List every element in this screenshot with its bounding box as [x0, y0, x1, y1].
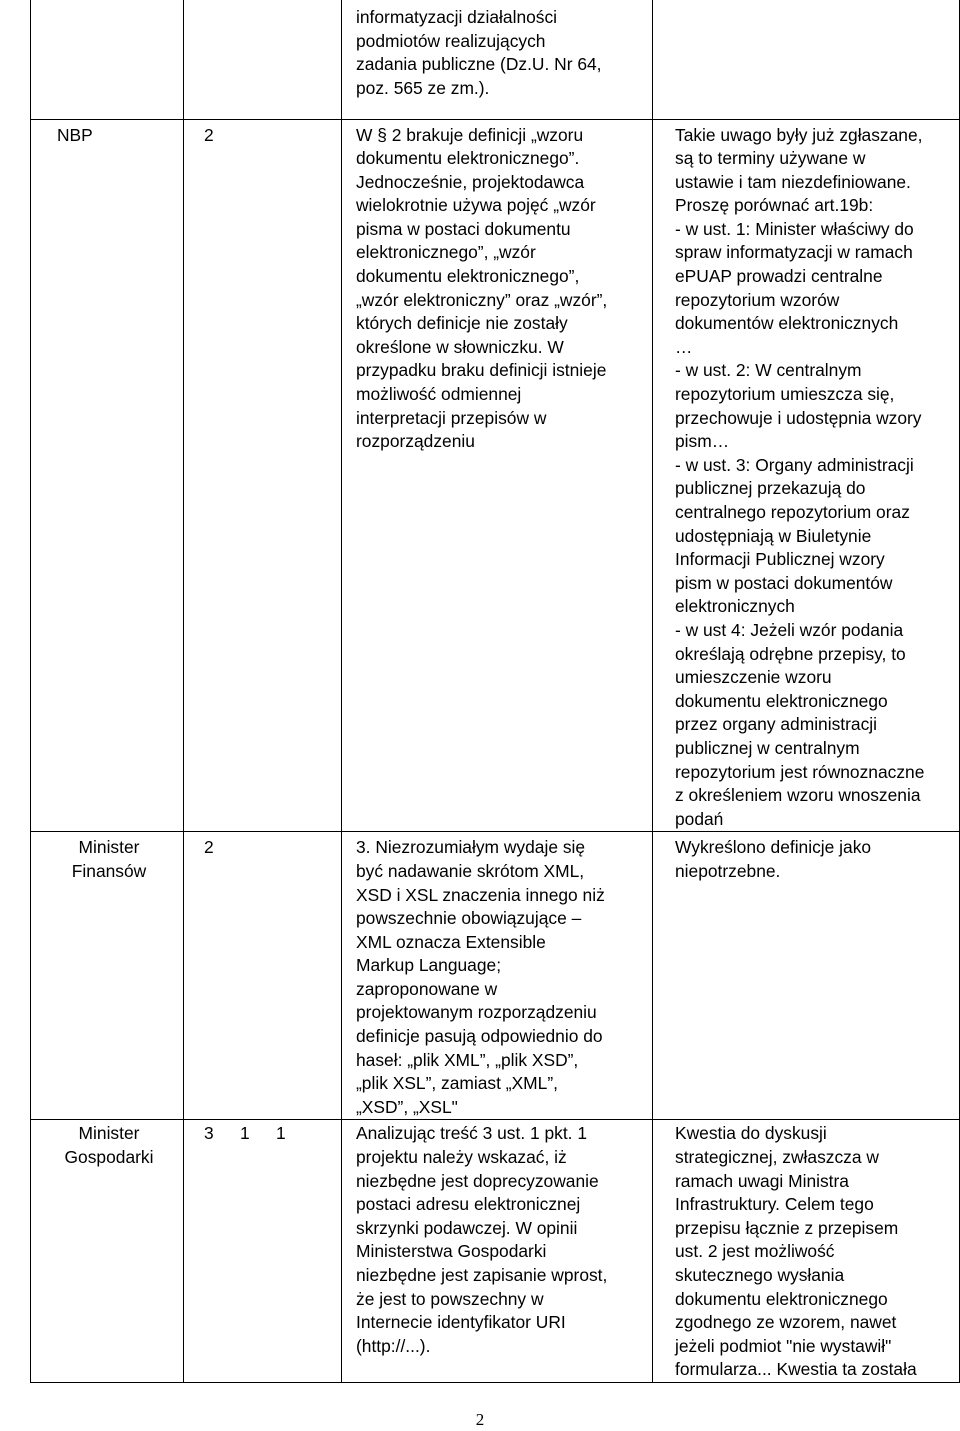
response-cell [653, 119, 960, 832]
comment-cell [342, 119, 653, 832]
number-cell [184, 832, 342, 1120]
paragraph-number: 2 [204, 124, 214, 145]
organization-cell [31, 119, 184, 832]
response-text: Takie uwago były już zgłaszane, są to terminy używane w ustawie i tam niezdefiniowane. Proszę porównać art.19b: - w ust. 1: Minister właściwy do spraw informatyzacji w ramach ePUAP prowadzi centralne repozytorium wzorów dokumentów elektronicznych … - w ust. 2: W centralnym repozytorium umieszcza się, przechowuje i udostępnia wzory pism… - w ust. 3: Organy administracji publicznej przekazują do centralnego repozytorium oraz udostępniają w Biuletynie Informacji Publicznej wzory pism w postaci dokumentów elektronicznych - w ust 4: Jeżeli wzór podania określają odrębne przepisy, to umieszczenie wzoru dokumentu elektronicznego przez organy administracji publicznej w centralnym repozytorium jest równoznaczne z określeniem wzoru wnoszenia podań [675, 124, 925, 829]
table-row [31, 119, 960, 832]
response-cell [653, 0, 960, 119]
response-text: Kwestia do dyskusji strategicznej, zwłaszcza w ramach uwagi Ministra Infrastruktury. Celem tego przepisu łącznie z przepisem ust. 2 jest możliwość skutecznego wysłania dokumentu elektronicznego zgodnego ze wzorem, nawet jeżeli podmiot "nie wystawił" formularza... Kwestia ta została [675, 1123, 917, 1380]
response-cell [653, 1120, 960, 1383]
number-cell [184, 1120, 342, 1383]
organization-cell [31, 832, 184, 1120]
comment-cell [342, 0, 653, 119]
organization-cell [31, 0, 184, 119]
comment-text: 3. Niezrozumiałym wydaje się być nadawanie skrótom XML, XSD i XSL znaczenia innego niż powszechnie obowiązujące – XML oznacza Extensible Markup Language; zaproponowane w projektowanym rozporządzeniu definicje pasują odpowiednio do haseł: „plik XML”, „plik XSD”, „plik XSL”, zamiast „XML”, „XSD”, „XSL" [356, 837, 605, 1117]
point-number: 1 [276, 1123, 286, 1144]
paragraph-number: 2 [204, 837, 214, 858]
table-row [31, 1120, 960, 1383]
reference-numbers [184, 1120, 341, 1146]
comments-table [30, 0, 960, 1383]
comment-text: W § 2 brakuje definicji „wzoru dokumentu elektronicznego”. Jednocześnie, projektodawca wielokrotnie używa pojęć „wzór pisma w postaci dokumentu elektronicznego”, „wzór dokumentu elektronicznego”, „wzór elektroniczny” oraz „wzór”, których definicje nie zostały określone w słowniczku. W przypadku braku definicji istnieje możliwość odmiennej interpretacji przepisów w rozporządzeniu [356, 124, 608, 452]
comment-text: informatyzacji działalności podmiotów realizujących zadania publiczne (Dz.U. Nr 64, poz. 565 ze zm.). [356, 7, 602, 98]
organization-name: NBP [57, 124, 93, 145]
organization-name: Minister Gospodarki [64, 1123, 154, 1168]
paragraph-number: 3 [204, 1123, 214, 1144]
section-number: 1 [240, 1123, 250, 1144]
organization-cell [31, 1120, 184, 1383]
page-number: 2 [475, 1410, 485, 1429]
number-cell [184, 119, 342, 832]
table-row [31, 832, 960, 1120]
organization-name: Minister Finansów [71, 837, 147, 881]
comment-cell [342, 832, 653, 1120]
comment-cell [342, 1120, 653, 1383]
table-row [31, 0, 960, 119]
comment-text: Analizując treść 3 ust. 1 pkt. 1 projektu należy wskazać, iż niezbędne jest doprecyzowanie postaci adresu elektronicznej skrzynki podawczej. W opinii Ministerstwa Gospodarki niezbędne jest zapisanie wprost, że jest to powszechny w Internecie identyfikator URI (http://...). [356, 1123, 608, 1356]
response-cell [653, 832, 960, 1120]
number-cell [184, 0, 342, 119]
response-text: Wykreślono definicje jako niepotrzebne. [675, 837, 872, 881]
